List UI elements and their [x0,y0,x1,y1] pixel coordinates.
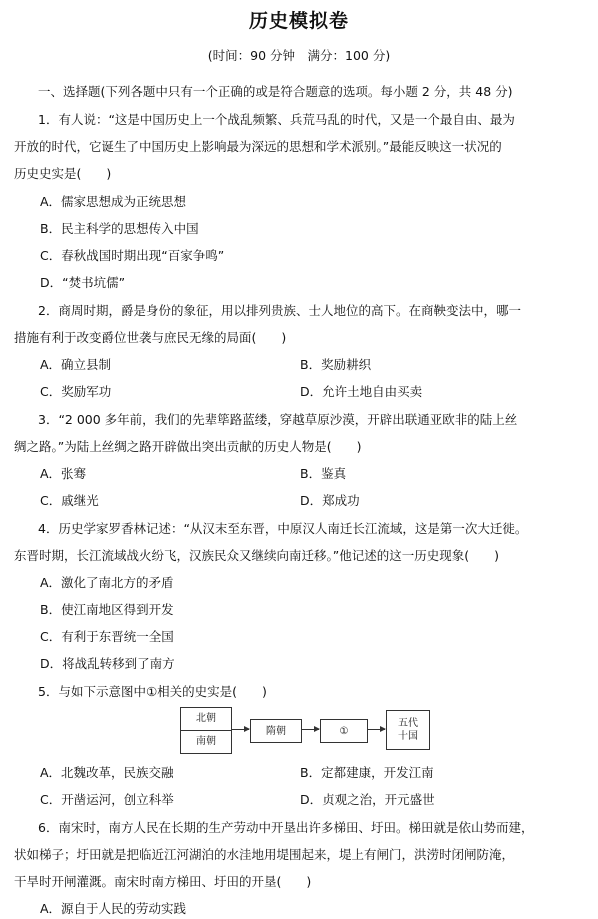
q1-option-b: B．民主科学的思想传入中国 [40,221,199,236]
q6-stem-line-2: 状如梯子；圩田就是把临近江河湖泊的水洼地用堤围起来，堤上有闸门，洪涝时闭闸防淹， [14,847,515,862]
q1-option-d: D．“焚书坑儒” [40,275,126,290]
q2-stem-line-1: 2．商周时期，爵是身份的象征，用以排列贵族、士人地位的高下。在商鞅变法中，哪一 [38,303,521,318]
q4-option-b: B．使江南地区得到开发 [40,602,174,617]
box-five-dynasties-ten-kingdoms [386,710,430,750]
q2-option-c: C．奖励军功 [40,384,112,399]
q3-option-c: C．戚继光 [40,493,99,508]
q4-stem-line-2: 东晋时期，长江流域战火纷飞，汉族民众又继续向南迁移。”他记述的这一历史现象( ) [14,548,499,563]
box-south-dynasty-label: 南朝 [196,736,216,747]
q1-option-a: A．儒家思想成为正统思想 [40,194,187,209]
q5-option-b: B．定都建康，开发江南 [300,765,434,780]
q1-option-c: C．春秋战国时期出现“百家争鸣” [40,248,225,263]
exam-time-info: (时间：90 分钟 满分：100 分) [207,48,391,63]
q4-option-d: D．将战乱转移到了南方 [40,656,175,671]
q3-option-a: A．张骞 [40,466,87,481]
q3-stem-line-2: 绸之路。”为陆上丝绸之路开辟做出突出贡献的历史人物是( ) [14,439,362,454]
q6-option-a: A．源自于人民的劳动实践 [40,901,187,916]
q1-stem-line-1: 1．有人说：“这是中国历史上一个战乱频繁、兵荒马乱的时代，又是一个最自由、最为 [38,112,515,127]
q6-stem-line-3: 干旱时开闸灌溉。南宋时南方梯田、圩田的开垦( ) [14,874,312,889]
box-circled-1 [320,719,368,743]
q2-option-a: A．确立县制 [40,357,112,372]
q1-stem-line-2: 开放的时代，它诞生了中国历史上影响最为深远的思想和学术派别。”最能反映这一状况的 [14,139,502,154]
q2-option-d: D．允许土地自由买卖 [300,384,423,399]
q4-stem-line-1: 4．历史学家罗香林记述：“从汉末至东晋，中原汉人南迁长江流域，这是第一次大迁徙。 [38,521,528,536]
box-sui-dynasty [250,719,302,743]
box-sui-dynasty-label: 隋朝 [266,725,286,737]
q5-option-c: C．开凿运河，创立科举 [40,792,174,807]
q3-stem-line-1: 3．“2 000 多年前，我们的先辈筚路蓝缕，穿越草原沙漠，开辟出联通亚欧非的陆上丝 [38,412,518,427]
q3-option-d: D．郑成功 [300,493,360,508]
arrow-2 [301,729,319,730]
box-north-south-dynasties [180,707,232,754]
q4-option-c: C．有利于东晋统一全国 [40,629,174,644]
box-north-dynasty-label: 北朝 [181,708,231,731]
q2-stem-line-2: 措施有利于改变爵位世袭与庶民无缘的局面( ) [14,330,287,345]
arrow-3 [367,729,385,730]
box-ten-kingdoms-label: 十国 [398,731,418,742]
arrow-1 [231,729,249,730]
q6-stem-line-1: 6．南宋时，南方人民在长期的生产劳动中开垦出许多梯田、圩田。梯田就是依山势而建， [38,820,534,835]
q4-option-a: A．激化了南北方的矛盾 [40,575,174,590]
q2-option-b: B．奖励耕织 [300,357,372,372]
section-heading: 一、选择题(下列各题中只有一个正确的或是符合题意的选项。每小题 2 分，共 48 分) [38,84,513,99]
page-title: 历史模拟卷 [248,10,349,32]
box-five-dynasties-label: 五代 [398,718,418,729]
q3-option-b: B．鉴真 [300,466,347,481]
box-circled-1-label: ① [339,725,349,737]
dynasty-sequence-diagram [180,707,430,753]
q5-stem-line-1: 5．与如下示意图中①相关的史实是( ) [38,684,267,699]
q1-stem-line-3: 历史史实是( ) [14,166,112,181]
q5-option-d: D．贞观之治，开元盛世 [300,792,435,807]
q5-option-a: A．北魏改革，民族交融 [40,765,174,780]
